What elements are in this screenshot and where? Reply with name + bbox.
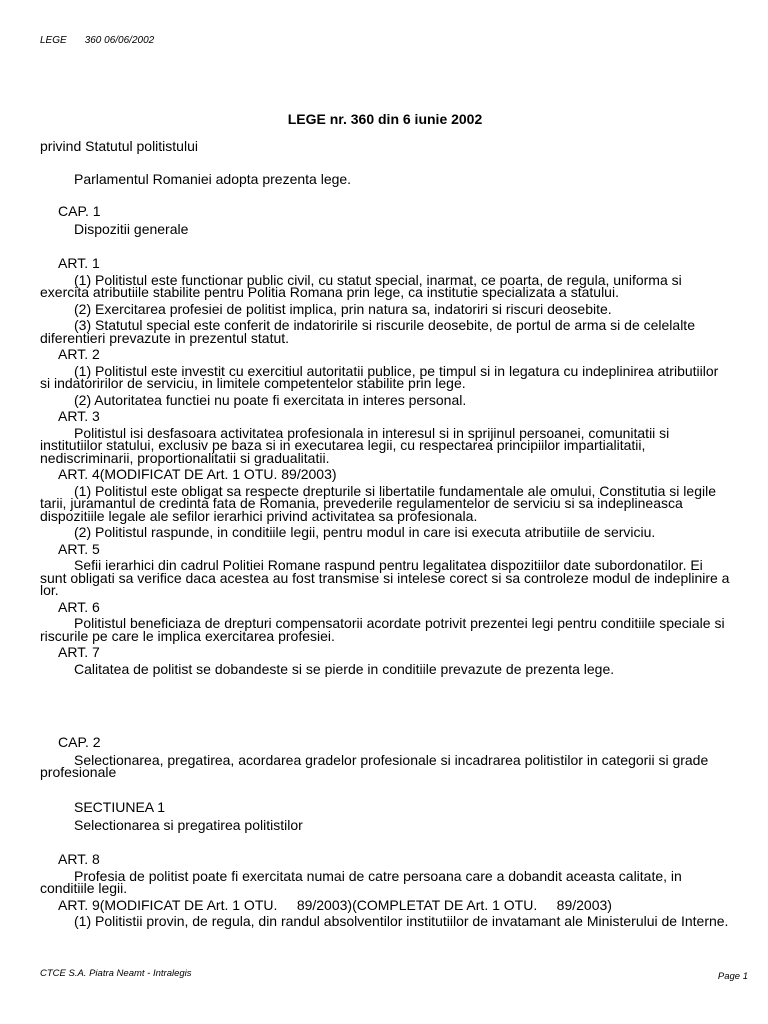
chapter-label: CAP. 2: [58, 734, 101, 750]
section-1: [40, 801, 730, 831]
chapter-title: Dispozitii generale: [74, 220, 189, 237]
article-paragraph: (1) Politistul este obligat sa respecte drepturile si libertatile fundamentale ale omului, Constitutia si legile tarii, juramantul de credinta fata de Romania, prevederile regulamentelor de serviciu si sa indeplineasca dispozitiile legale ale sefilor ierarhici privind activitatea sa profesionala.: [40, 482, 716, 524]
article-paragraph: Politistul beneficiaza de drepturi compensatorii acordate potrivit prezentei legi pentru conditiile speciale si riscurile pe care le implica exercitarea profesiei.: [40, 615, 725, 644]
article-label: ART. 3: [58, 408, 100, 424]
article-paragraph: (2) Autoritatea functiei nu poate fi exercitata in interes personal.: [74, 391, 467, 408]
article-label: ART. 4(MODIFICAT DE Art. 1 OTU. 89/2003): [58, 466, 337, 482]
chapter-label: CAP. 1: [58, 203, 101, 219]
article-paragraph: Politistul isi desfasoara activitatea profesionala in interesul si in sprijinul persoanei, comunitatii si institutiilor statului, exclusiv pe baza si in executarea legii, cu respectarea principiilor impartialitatii, nediscriminarii, proportionalitatii si gradualitatii.: [40, 424, 670, 466]
article-label: ART. 9(MODIFICAT DE Art. 1 OTU. 89/2003)(COMPLETAT DE Art. 1 OTU. 89/2003): [58, 896, 612, 913]
section-label: SECTIUNEA 1: [74, 799, 166, 815]
article-label: ART. 1: [58, 255, 100, 271]
article-label: ART. 6: [58, 598, 100, 615]
articles-1-7: [40, 257, 730, 675]
header-ref: 360 06/06/2002: [84, 35, 155, 46]
article-label: ART. 2: [58, 346, 100, 362]
article-paragraph: (3) Statutul special este conferit de indatoririle si riscurile deosebite, de portul de arma si de celelalte diferentieri prevazute in prezentul statut.: [40, 317, 695, 346]
article-paragraph: Sefii ierarhici din cadrul Politiei Romane raspund pentru legalitatea dispozitiilor date subordonatilor. Ei sunt obligati sa verifice daca acestea au fost transmise si intelese corect si sa controleze modul de indeplinire a lor.: [40, 557, 730, 598]
article-paragraph: Profesia de politist poate fi exercitata numai de catre persoana care a dobandit aceasta calitate, in conditiile legii.: [40, 867, 682, 896]
chapter-2: [40, 736, 730, 779]
articles-8-9: [40, 853, 730, 928]
header-label: LEGE: [40, 35, 67, 46]
section-title: Selectionarea si pregatirea politistilor: [74, 816, 303, 833]
article-label: ART. 8: [58, 851, 100, 867]
article-paragraph: (1) Politistul este investit cu exercitiul autoritatii publice, pe timpul si in legatura cu indeplinirea atributiilor si indatoririlor de serviciu, in limitele competentelor stabilite prin lege.: [40, 362, 719, 391]
page-header: [40, 35, 154, 46]
law-subtitle: privind Statutul politistului: [40, 138, 198, 154]
article-label: ART. 5: [58, 540, 100, 557]
preamble: Parlamentul Romaniei adopta prezenta lege.: [74, 171, 352, 187]
article-label: ART. 7: [58, 644, 100, 660]
article-paragraph: (1) Politistii provin, de regula, din randul absolventilor institutiilor de invatamant ale Ministerului de Interne.: [74, 913, 729, 929]
footer-publisher: CTCE S.A. Piatra Neamt - Intralegis: [40, 968, 192, 979]
article-paragraph: (1) Politistul este functionar public civil, cu statut special, inarmat, ce poarta, de regula, uniforma si exercita atributiile stabilite pentru Politia Romana prin lege, ca institutie specializata a statului.: [40, 271, 682, 300]
article-paragraph: (2) Exercitarea profesiei de politist implica, prin natura sa, indatoriri si riscuri deosebite.: [74, 300, 612, 317]
article-paragraph: (2) Politistul raspunde, in conditiile legii, pentru modul in care isi executa atributiile de serviciu.: [74, 524, 656, 540]
chapter-title: Selectionarea, pregatirea, acordarea gradelor profesionale si incadrarea politistilor in categorii si grade profesionale: [40, 751, 709, 780]
law-title: LEGE nr. 360 din 6 iunie 2002: [287, 111, 483, 127]
page-number: Page 1: [717, 971, 748, 982]
chapter-1: [40, 205, 730, 235]
article-paragraph: Calitatea de politist se dobandeste si se pierde in conditiile prevazute de prezenta lege.: [74, 660, 615, 677]
